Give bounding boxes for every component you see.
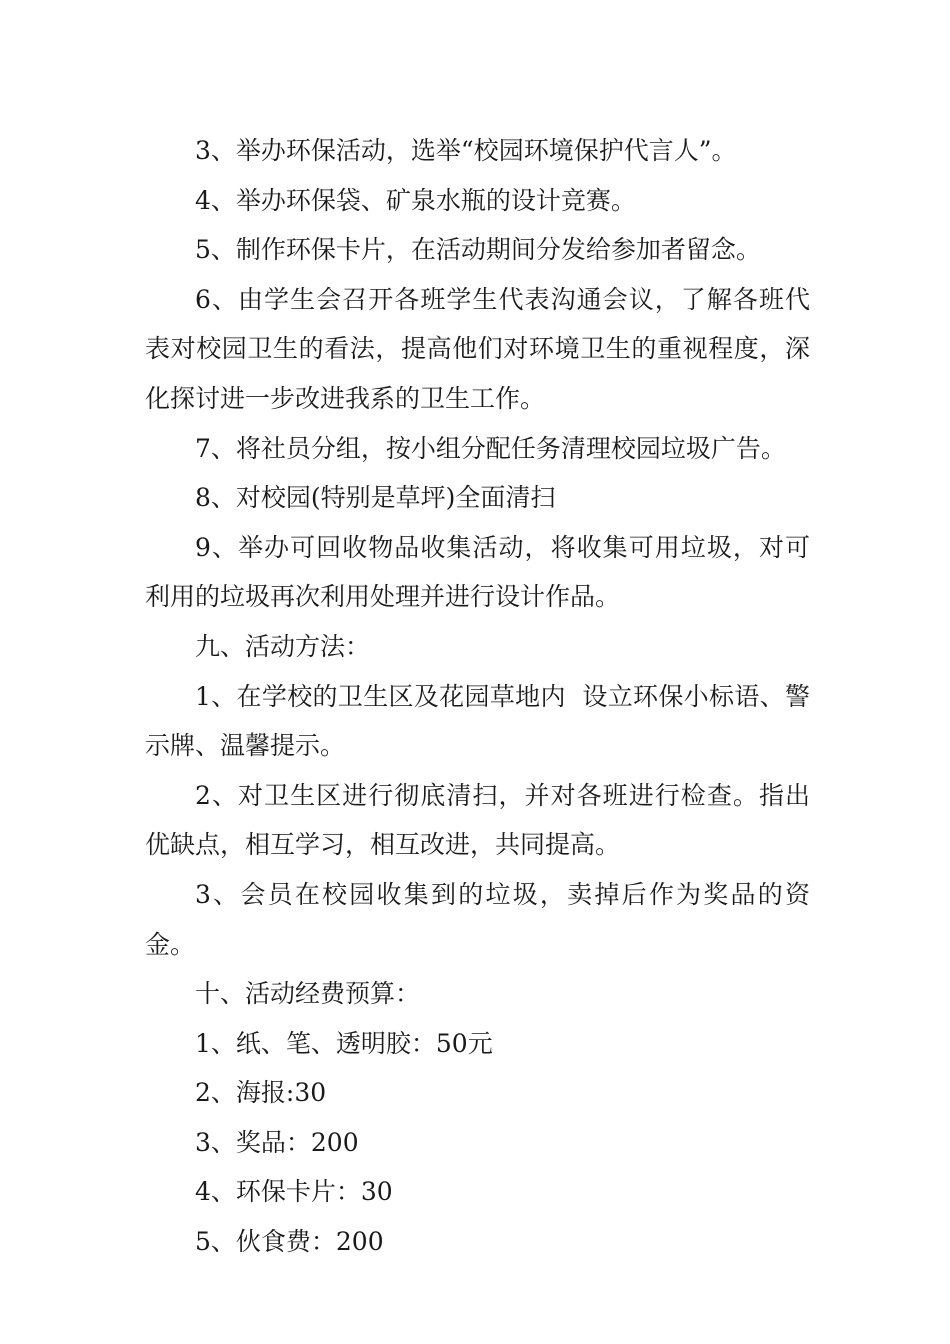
paragraph-item-9-recycling: 9、举办可回收物品收集活动，将收集可用垃圾，对可利用的垃圾再次利用处理并进行设计作品。 [145,532,810,612]
paragraph-method-2-inspection: 2、对卫生区进行彻底清扫，并对各班进行检查。指出优缺点，相互学习，相互改进，共同提高。 [145,780,810,860]
paragraph-item-4-design-contest: 4、举办环保袋、矿泉水瓶的设计竞赛。 [195,185,636,215]
budget-item-posters: 2、海报:30 [195,1078,327,1108]
paragraph-item-7-group-cleanup: 7、将社员分组，按小组分配任务清理校园垃圾广告。 [195,433,786,463]
paragraph-item-8-campus-cleaning: 8、对校园(特别是草坪)全面清扫 [195,483,556,513]
document-body [145,126,810,1267]
paragraph-method-3-funds: 3、会员在校园收集到的垃圾，卖掉后作为奖品的资金。 [145,879,810,959]
section-heading-budget: 十、活动经费预算： [195,979,421,1009]
paragraph-method-1-signs: 1、在学校的卫生区及花园草地内 设立环保小标语、警示牌、温馨提示。 [145,681,810,761]
budget-item-eco-cards: 4、环保卡片：30 [195,1177,393,1207]
paragraph-item-6-student-meeting: 6、由学生会召开各班学生代表沟通会议，了解各班代表对校园卫生的看法，提高他们对环境卫生的重视程度，深化探讨进一步改进我系的卫生工作。 [145,284,810,413]
section-heading-methods: 九、活动方法： [195,631,371,661]
budget-item-stationery: 1、纸、笔、透明胶：50元 [195,1028,493,1058]
paragraph-item-5-eco-cards: 5、制作环保卡片，在活动期间分发给参加者留念。 [195,235,761,265]
budget-item-prizes: 3、奖品：200 [195,1127,359,1157]
budget-item-meals: 5、伙食费：200 [195,1227,384,1257]
paragraph-item-3-env-activity: 3、举办环保活动，选举“校园环境保护代言人”。 [195,136,737,165]
